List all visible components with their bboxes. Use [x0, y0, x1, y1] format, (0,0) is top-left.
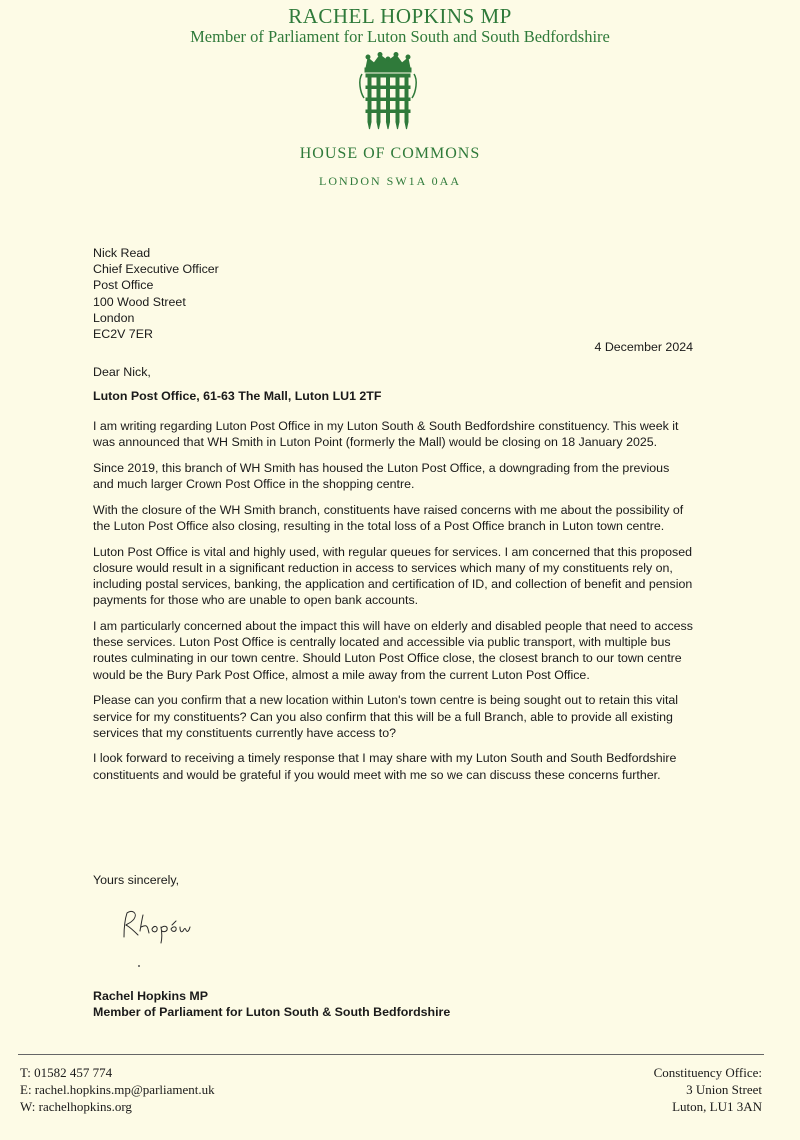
footer-contacts [20, 1064, 215, 1115]
recipient-line: Post Office [93, 278, 154, 293]
footer-office-address [654, 1064, 762, 1115]
recipient-address [93, 245, 219, 342]
handwritten-signature [118, 905, 208, 945]
body-paragraph: Luton Post Office is vital and highly used, with regular queues for services. I am concerned that this proposed closure would result in a significant reduction in access to services which many of my constituents rely on, including postal services, banking, the application and certification of ID, and collection of benefit and pension payments for those who are unable to open bank accounts. [93, 544, 693, 608]
recipient-line: Chief Executive Officer [93, 262, 219, 277]
recipient-line: London [93, 310, 135, 325]
footer-website[interactable]: W: rachelhopkins.org [20, 1099, 132, 1114]
footer-office-town: Luton, LU1 3AN [672, 1099, 762, 1114]
footer-phone: T: 01582 457 774 [20, 1065, 113, 1080]
signatory-title: Member of Parliament for Luton South & South Bedfordshire [93, 1005, 451, 1019]
letterhead-subtitle: Member of Parliament for Luton South and South Bedfordshire [190, 27, 610, 46]
letterhead-house: HOUSE OF COMMONS [299, 145, 481, 162]
footer-office-street: 3 Union Street [686, 1082, 762, 1097]
letter-body [93, 418, 693, 792]
body-paragraph: I am writing regarding Luton Post Office in my Luton South & South Bedfordshire constituency. This week it was announced that WH Smith in Luton Point (formerly the Mall) would be closing on 18 January 2025. [93, 419, 679, 450]
letter-subject: Luton Post Office, 61-63 The Mall, Luton LU1 2TF [93, 389, 382, 403]
recipient-line: Nick Read [93, 246, 151, 260]
body-paragraph: Since 2019, this branch of WH Smith has housed the Luton Post Office, a downgrading from the previous and much larger Crown Post Office in the shopping centre. [93, 460, 670, 492]
footer-divider [18, 1054, 764, 1055]
signatory-name: Rachel Hopkins MP [93, 989, 208, 1003]
footer-office-label: Constituency Office: [653, 1065, 762, 1080]
recipient-line: EC2V 7ER [93, 327, 153, 342]
salutation: Dear Nick, [93, 365, 151, 379]
recipient-line: 100 Wood Street [93, 294, 186, 309]
letterhead-mp-name: RACHEL HOPKINS MP [288, 4, 512, 28]
signature-dot [138, 965, 140, 967]
body-paragraph: With the closure of the WH Smith branch, constituents have raised concerns with me about the possibility of the Luton Post Office also closing, resulting in the total loss of a Post Office branch in Luton town centre. [93, 502, 684, 534]
closing: Yours sincerely, [93, 873, 180, 887]
body-paragraph: Please can you confirm that a new location within Luton's town centre is being sought out to retain this vital service for my constituents? Can you also confirm that this will be a full Branch, able to provide all existing services that my constituents currently have access to? [93, 693, 679, 740]
body-paragraph: I look forward to receiving a timely response that I may share with my Luton South and South Bedfordshire constituents and would be grateful if you would meet with me so we can discuss these concerns further. [93, 751, 677, 782]
letterhead-address: LONDON SW1A 0AA [319, 174, 461, 188]
body-paragraph: I am particularly concerned about the impact this will have on elderly and disabled people that need to access these services. Luton Post Office is centrally located and accessible via public transport, with multiple bus routes culminating in our town centre. Should Luton Post Office close, the closest branch to our town centre would be the Bury Park Post Office, almost a mile away from the current Luton Post Office. [93, 619, 693, 682]
footer-email[interactable]: E: rachel.hopkins.mp@parliament.uk [20, 1082, 215, 1097]
letter-date: 4 December 2024 [594, 340, 693, 354]
portcullis-icon [358, 52, 418, 132]
